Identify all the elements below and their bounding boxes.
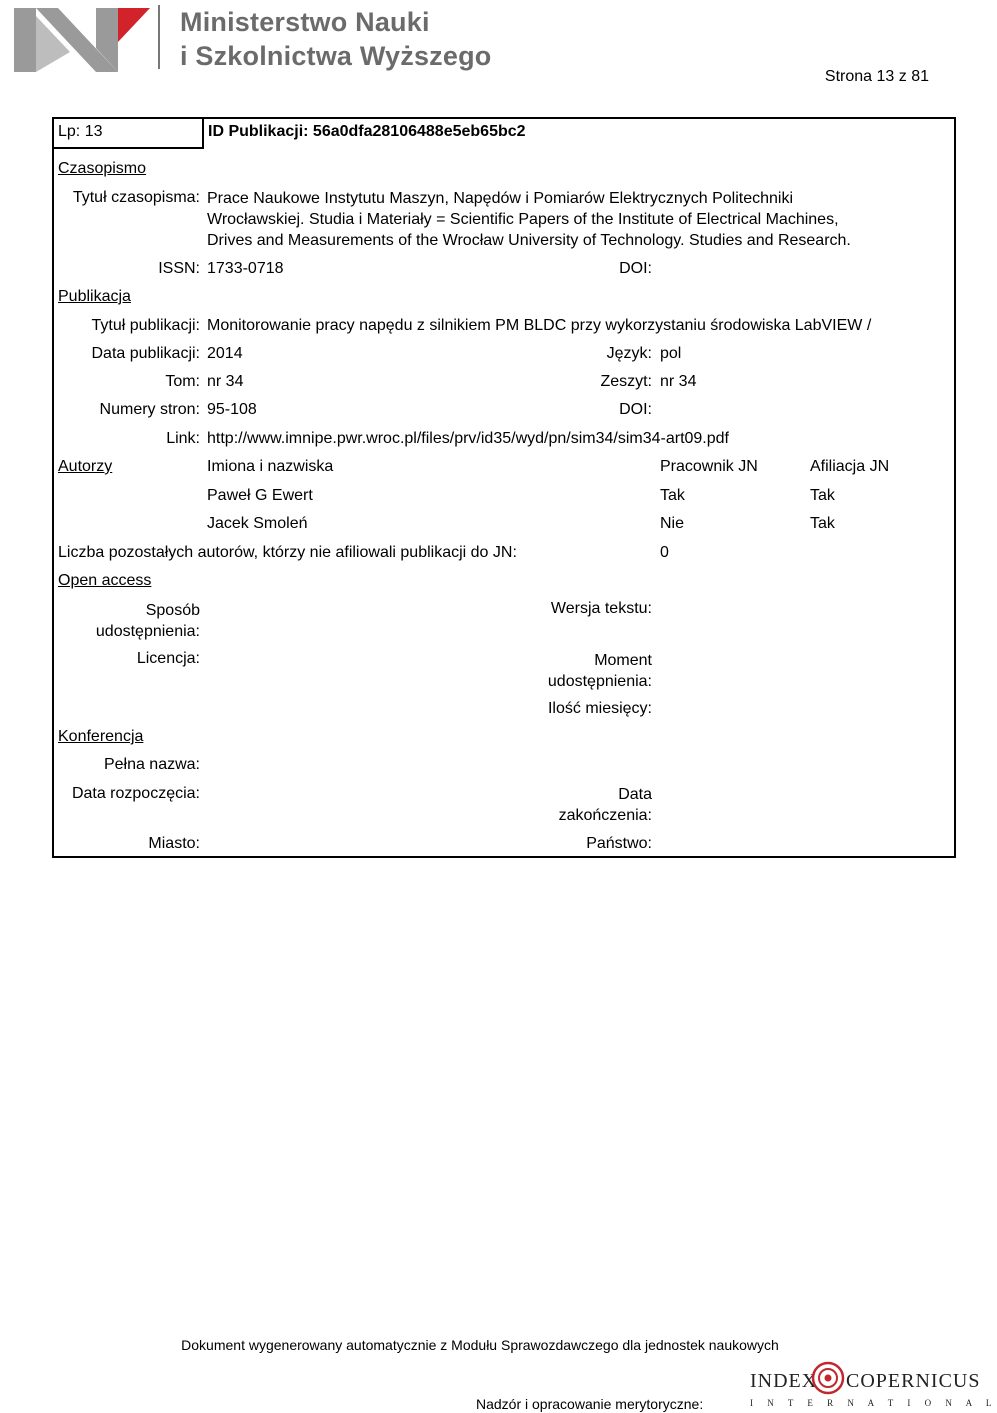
journal-title-line: Prace Naukowe Instytutu Maszyn, Napędów i Pomiarów Elektrycznych Politechniki xyxy=(207,190,794,207)
issn-value: 1733-0718 xyxy=(207,260,284,277)
section-publikacja: Publikacja xyxy=(58,288,131,305)
conference-end-label-line: zakończenia: xyxy=(558,807,652,824)
conference-country-label: Państwo: xyxy=(586,835,652,852)
ic-logo-subtitle: I N T E R N A T I O N A L xyxy=(750,1398,997,1408)
ministry-logo-icon xyxy=(14,8,150,72)
ic-logo-word2: COPERNICUS xyxy=(846,1370,981,1392)
sharing-moment-label xyxy=(548,650,652,692)
issue-label: Zeszyt: xyxy=(600,373,652,390)
conference-city-label: Miasto: xyxy=(148,835,200,852)
page-indicator: Strona 13 z 81 xyxy=(824,68,929,85)
other-authors-label: Liczba pozostałych autorów, którzy nie afiliowali publikacji do JN: xyxy=(58,544,517,561)
ministry-name xyxy=(180,5,491,73)
other-authors-value: 0 xyxy=(660,544,669,561)
issue-value: nr 34 xyxy=(660,373,697,390)
publication-title-label: Tytuł publikacji: xyxy=(91,317,200,334)
section-czasopismo: Czasopismo xyxy=(58,160,147,177)
authors-col-employee: Pracownik JN xyxy=(660,458,758,475)
months-count-label: Ilość miesięcy: xyxy=(547,700,652,717)
journal-title-label: Tytuł czasopisma: xyxy=(72,189,200,206)
sharing-method-label xyxy=(96,600,200,642)
footer-supervision-label: Nadzór i opracowanie merytoryczne: xyxy=(476,1396,704,1412)
sharing-moment-label-line: Moment xyxy=(594,652,652,669)
author-affiliation: Tak xyxy=(810,487,835,504)
section-open-access: Open access xyxy=(58,572,152,589)
publication-date: 2014 xyxy=(207,345,243,362)
volume-value: nr 34 xyxy=(207,373,244,390)
copernicus-orbit-icon xyxy=(810,1360,846,1396)
publication-link[interactable]: http://www.imnipe.pwr.wroc.pl/files/prv/id35/wyd/pn/sim34/sim34-art09.pdf xyxy=(207,430,729,447)
ministry-name-line2: i Szkolnictwa Wyższego xyxy=(180,41,492,71)
publication-title: Monitorowanie pracy napędu z silnikiem PM BLDC przy wykorzystaniu środowiska LabVIEW / xyxy=(207,317,872,334)
section-konferencja: Konferencja xyxy=(58,728,144,745)
ministry-name-line1: Ministerstwo Nauki xyxy=(180,7,430,37)
link-label: Link: xyxy=(166,430,200,447)
journal-title xyxy=(207,188,851,251)
authors-col-name: Imiona i nazwiska xyxy=(207,458,334,475)
sharing-moment-label-line: udostępnienia: xyxy=(547,673,652,690)
conference-end-label-line: Data xyxy=(618,786,652,803)
pages-label: Numery stron: xyxy=(99,401,200,418)
authors-col-affiliation: Afiliacja JN xyxy=(810,458,890,475)
publication-doi-label: DOI: xyxy=(619,401,652,418)
sharing-method-label-line: Sposób xyxy=(145,602,200,619)
author-name: Paweł G Ewert xyxy=(207,487,313,504)
logo-divider xyxy=(158,5,160,69)
conference-start-label: Data rozpoczęcia: xyxy=(71,785,200,802)
lp-number: Lp: 13 xyxy=(58,123,103,140)
author-affiliation: Tak xyxy=(810,515,835,532)
publication-id: ID Publikacji: 56a0dfa28106488e5eb65bc2 xyxy=(208,123,526,140)
issn-label: ISSN: xyxy=(158,260,200,277)
journal-title-line: Wrocławskiej. Studia i Materiały = Scientific Papers of the Institute of Electrical Machines, xyxy=(207,211,839,228)
journal-title-line: Drives and Measurements of the Wrocław University of Technology. Studies and Research. xyxy=(207,232,851,249)
pages-value: 95-108 xyxy=(207,401,257,418)
sharing-method-label-line: udostępnienia: xyxy=(95,623,200,640)
license-label: Licencja: xyxy=(136,650,200,667)
author-employee: Nie xyxy=(660,515,685,532)
author-name: Jacek Smoleń xyxy=(207,515,308,532)
language-value: pol xyxy=(660,345,682,362)
language-label: Język: xyxy=(606,345,652,362)
conference-end-label xyxy=(559,784,652,826)
publication-date-label: Data publikacji: xyxy=(91,345,200,362)
conference-name-label: Pełna nazwa: xyxy=(103,756,200,773)
author-employee: Tak xyxy=(660,487,685,504)
footer-generated-note: Dokument wygenerowany automatycznie z Modułu Sprawozdawczego dla jednostek naukowych xyxy=(181,1337,779,1353)
section-autorzy: Autorzy xyxy=(58,458,113,475)
index-copernicus-logo xyxy=(748,1360,997,1410)
text-version-label: Wersja tekstu: xyxy=(550,600,652,617)
ic-logo-word1: INDEX xyxy=(750,1370,818,1392)
volume-label: Tom: xyxy=(165,373,200,390)
journal-doi-label: DOI: xyxy=(619,260,652,277)
